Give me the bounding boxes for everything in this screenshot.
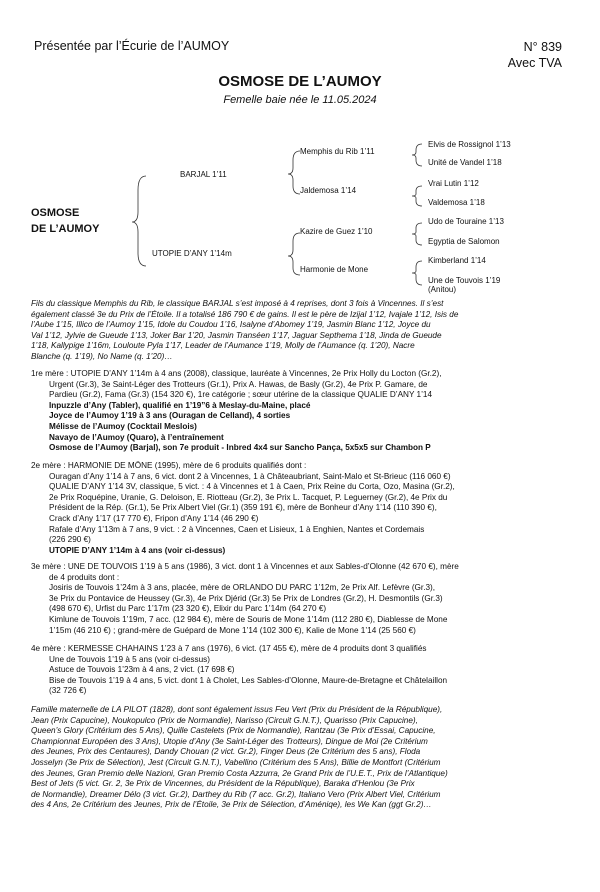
intro-line: Val 1’12, Jylvie de Gueude 1’13, Joker Bar 1’20, Jasmin Transéen 1’17, Jaguar Septhema 1’18, Jinda de Gueude bbox=[31, 330, 442, 340]
produce-line: Kimlune de Touvois 1’19m, 7 acc. (12 984 €), mère de Souris de Mone 1’14m (112 280 €), Diablesse de Mone bbox=[49, 614, 448, 624]
sire-sire-name: Memphis du Rib 1’11 bbox=[300, 147, 375, 156]
produce-line: Navayo de l’Aumoy (Quaro), à l’entraînement bbox=[49, 432, 224, 442]
produce-line: Président de la Rép. (Gr.1), 5e Prix Albert Viel (Gr.1) (359 191 €), mère de Bonheur d’Any 1’14 (110 390 €), bbox=[49, 503, 437, 513]
ggp-9: (Anitou) bbox=[428, 285, 457, 294]
produce-line: (498 670 €), Urfist du Parc 1’17m (23 320 €), Elixir du Parc 1’14m (64 270 €) bbox=[49, 604, 327, 614]
ggp-6: Egyptia de Salomon bbox=[428, 237, 500, 246]
famille-line: de Normandie), Dreamer Délo (3 vict. Gr.2), Darthey du Rib (7 acc. Gr.2), Italiano Vero (Prix Albert Viel, Critérium bbox=[31, 789, 441, 799]
famille-line: des Jeunes, Prix des Centaures), Dandy Chouan (2 vict. Gr.2), Finger Deus (2e Critérium des 5 ans), Floda bbox=[31, 747, 421, 757]
produce-line: Josiris de Touvois 1’24m à 3 ans, placée, mère de ORLANDO DU PARC 1’12m, 2e Prix Alf. Lefèvre (Gr.3), bbox=[49, 583, 436, 593]
section-heading: 2e mère : HARMONIE DE MÔNE (1995), mère de 6 produits qualifiés dont : bbox=[31, 461, 307, 470]
intro-line: 1’18, Kallypige 1’16m, Louloute Pyla 1’17, Leader de l’Aumance 1’19, Molly de l’Aumance (q. 1’20), Nacre bbox=[31, 341, 415, 351]
ggp-7: Kimberland 1’14 bbox=[428, 256, 486, 265]
section-heading: 3e mère : UNE DE TOUVOIS 1’19 à 5 ans (1986), 3 vict. dont 1 à Vincennes et aux Sables-d’Olonne (42 670 €), mère bbox=[31, 562, 459, 571]
section-heading: 1re mère : UTOPIE D’ANY 1’14m à 4 ans (2008), classique, lauréate à Vincennes, 2e Prix Holly du Locton (Gr.2), bbox=[31, 369, 442, 378]
sire-name: BARJAL 1’11 bbox=[180, 170, 227, 179]
ggp-2: Unité de Vandel 1’18 bbox=[428, 158, 502, 167]
famille-line: Best of Jets (5 vict. Gr. 2, 3e Prix de Vincennes, du Président de la République), Baraka d’Henlou (3e Prix bbox=[31, 779, 415, 789]
ggp-4: Valdemosa 1’18 bbox=[428, 198, 485, 207]
produce-line: Crack d’Any 1’17 (17 770 €), Fripon d’Any 1’14 (46 290 €) bbox=[49, 513, 259, 523]
third-dam-section bbox=[31, 562, 571, 636]
intro-line: également classé 3e du Prix de l’Étoile. Il a totalisé 186 790 € de gains. Il est le père de Izijal 1’12, Ivajale 1’12, Isis de bbox=[31, 309, 459, 319]
horse-name-line2: DE L’AUMOY bbox=[31, 223, 100, 235]
section-line: Urgent (Gr.3), 3e Saint-Léger des Trotteurs (Gr.1), Prix A. Hawas, de Basly (Gr.2), 4e Prix P. Gamare, de bbox=[49, 379, 428, 389]
produce-line: UTOPIE D’ANY 1’14m à 4 ans (voir ci-dessus) bbox=[49, 545, 226, 555]
horse-title: OSMOSE DE L’AUMOY bbox=[218, 73, 382, 90]
lot-number: N° 839 bbox=[523, 40, 562, 54]
produce-line: Astuce de Touvois 1’23m à 4 ans, 2 vict. (17 698 €) bbox=[49, 665, 235, 675]
produce-line: Ouragan d’Any 1’14 à 7 ans, 6 vict. dont 2 à Vincennes, 1 à Châteaubriant, Saint-Malo et St-Brieuc (116 060 €) bbox=[49, 471, 451, 481]
sire-intro bbox=[31, 299, 571, 363]
ggp-8: Une de Touvois 1’19 bbox=[428, 276, 501, 285]
produce-line: Une de Touvois 1’19 à 5 ans (voir ci-dessus) bbox=[49, 654, 210, 664]
horse-description: Femelle baie née le 11.05.2024 bbox=[223, 94, 377, 106]
famille-line: Queen’s Glory (Critérium des 5 Ans), Quille Castelets (Prix de Normandie), Rantzau (3e Prix d’Essai, Capucine, bbox=[31, 726, 436, 736]
famille-line: des 4 Ans, 2e Critérium des Jeunes, Prix de l’Étoile, 3e Prix de Sélection, d’Améniqe), les We Kan (ggt Gr.2)… bbox=[31, 800, 432, 810]
produce-line: Osmose de l’Aumoy (Barjal), son 7e produit - Inbred 4x4 sur Sancho Pança, 5x5x5 sur Chambon P bbox=[49, 443, 431, 453]
produce-line: 1’15m (46 210 €) ; grand-mère de Guépard de Mone 1’14 (102 300 €), Kalie de Mone 1’14 (25 560 €) bbox=[49, 625, 416, 635]
ggp-3: Vrai Lutin 1’12 bbox=[428, 179, 479, 188]
produce-line: QUALIE D’ANY 1’14 3V, classique, 5 vict. : 4 à Vincennes et 1 à Caen, Prix Reine du Corta, Ozo, Masina (Gr.2), bbox=[49, 482, 455, 492]
ggp-5: Udo de Touraine 1’13 bbox=[428, 217, 504, 226]
produce-line: (226 290 €) bbox=[49, 535, 91, 545]
pedigree-horse-name bbox=[31, 205, 99, 237]
produce-line: 2e Prix Roquépine, Uranie, G. Deloison, E. Riotteau (Gr.2), 3e Prix L. Tacquet, P. Leguerney (Gr.2), 4e Prix du bbox=[49, 492, 448, 502]
section-line: Pardieu (Gr.2), Fama (Gr.3) (154 320 €), 1re catégorie ; sœur utérine de la classique QUALIE D’ANY 1’14 bbox=[49, 390, 433, 400]
produce-line: Joyce de l’Aumoy 1’19 à 3 ans (Ouragan de Celland), 4 sorties bbox=[49, 411, 291, 421]
intro-line: Blanche (q. 1’19), No Name (q. 1’20)… bbox=[31, 351, 173, 361]
second-dam-section bbox=[31, 461, 571, 556]
intro-line: Fils du classique Memphis du Rib, le classique BARJAL s’est imposé à 4 reprises, dont 3 fois à Vincennes. Il s’est bbox=[31, 299, 444, 308]
famille-line: Championnat Européen des 3 Ans), Utopie d’Any (3e Saint-Léger des Trotteurs), Dingue de Moi (2e Critérium bbox=[31, 736, 428, 746]
ggp-1: Elvis de Rossignol 1’13 bbox=[428, 140, 511, 149]
produce-line: Mélisse de l’Aumoy (Cocktail Meslois) bbox=[49, 421, 197, 431]
dam-name: UTOPIE D’ANY 1’14m bbox=[152, 249, 232, 258]
presenter-text: Présentée par l’Écurie de l’AUMOY bbox=[34, 39, 230, 53]
produce-line: (32 726 €) bbox=[49, 686, 87, 696]
famille-line: des Jeunes, Gran Premio delle Nazioni, Gran Premio Costa Azzurra, 2e Grand Prix de l’U.E.T., Prix de l’Atlantique) bbox=[31, 768, 448, 778]
dam-sire-name: Kazire de Guez 1’10 bbox=[300, 227, 373, 236]
tax-label: Avec TVA bbox=[507, 56, 562, 70]
intro-line: l’Aube 1’15, Illico de l’Aumoy 1’15, Idole du Coudou 1’16, Isalyne d’Abomey 1’19, Jasmin Blanc 1’12, Joyce du bbox=[31, 320, 431, 330]
fourth-dam-section bbox=[31, 644, 571, 697]
famille-line: Josselyn (3e Prix de Sélection), Jest (Circuit G.N.T.), Vabellino (Critérium des 5 Ans), Billie de Montfort (Critérium bbox=[31, 757, 441, 767]
section-line: de 4 produits dont : bbox=[49, 572, 120, 582]
produce-line: Bise de Touvois 1’19 à 4 ans, 5 vict. dont 1 à Cholet, Les Sables-d’Olonne, Maure-de-Bretagne et Châtelaillon bbox=[49, 675, 448, 685]
famille-line: Jean (Prix Capucine), Noukopulco (Prix de Normandie), Narisso (Circuit G.N.T.), Quarisso (Prix Capucine), bbox=[31, 715, 418, 725]
famille-line: Famille maternelle de LA PILOT (1828), dont sont également issus Feu Vert (Prix du Président de la République), bbox=[31, 705, 443, 714]
first-dam-section bbox=[31, 369, 571, 454]
maternal-family bbox=[31, 705, 571, 811]
pedigree-chart bbox=[0, 0, 600, 300]
produce-line: 3e Prix du Pontavice de Heussey (Gr.3), 4e Prix Djérid (Gr.3) 5e Prix de Londres (Gr.2), H. Desmontils (Gr.3) bbox=[49, 593, 443, 603]
horse-name-line1: OSMOSE bbox=[31, 207, 80, 219]
produce-line: Inpuzzle d’Any (Tabler), qualifié en 1’19”6 à Meslay-du-Maine, placé bbox=[49, 400, 311, 410]
sire-dam-name: Jaldemosa 1’14 bbox=[300, 186, 357, 195]
produce-line: Rafale d’Any 1’13m à 7 ans, 9 vict. : 2 à Vincennes, Caen et Lisieux, 1 à Enghien, Nantes et Cordemais bbox=[49, 524, 425, 534]
section-heading: 4e mère : KERMESSE CHAHAINS 1’23 à 7 ans (1976), 6 vict. (17 455 €), mère de 4 produits dont 3 qualifiés bbox=[31, 644, 427, 653]
dam-dam-name: Harmonie de Mone bbox=[300, 265, 369, 274]
